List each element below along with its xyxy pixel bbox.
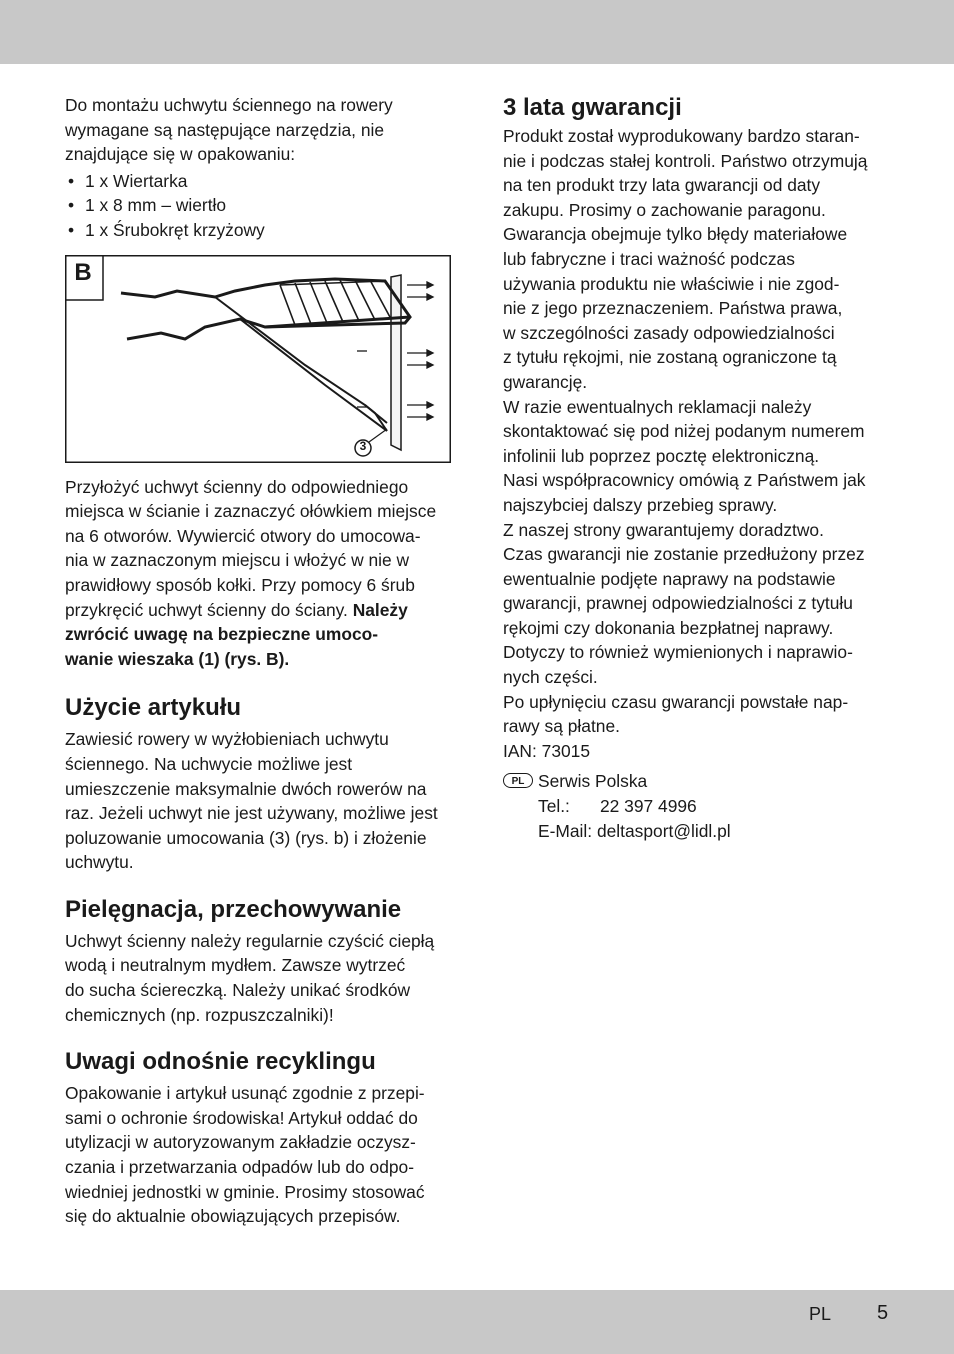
text-line: sami o ochronie środowiska! Artykuł oddać do [65,1107,418,1128]
list-item: • 1 x 8 mm – wiertło [65,193,451,218]
text-line: chemicznych (np. rozpuszczalniki)! [65,1004,334,1025]
warning-text: zwrócić uwagę na bezpieczne umoco- [65,624,379,645]
tools-intro [65,93,451,167]
service-email [538,819,891,844]
tools-list [65,169,451,243]
section-title-warranty: 3 lata gwarancji [503,94,682,121]
text-line: się do aktualnie obowiązujących przepisów. [65,1206,401,1227]
text-line: nia w zaznaczonym miejscu i włożyć w nie w [65,550,410,571]
text-line: poluzowanie umocowania (3) (rys. b) i złożenie [65,827,427,848]
text-line: Po upłynięciu czasu gwarancji powstałe nap- [503,691,849,712]
text-line: Do montażu uchwytu ściennego na rowery [65,95,393,115]
text-line: Opakowanie i artykuł usunąć zgodnie z przepi- [65,1083,425,1104]
warranty-text [503,124,891,739]
section-title-usage: Użycie artykułu [65,694,242,722]
text-line: gwarancję. [503,371,588,392]
left-column [65,93,451,1229]
text-line: miejsca w ścianie i zaznaczyć ołówkiem miejsce [65,501,437,522]
text-line: nych części. [503,667,598,688]
bullet-icon: • [68,170,75,191]
warning-text: Należy [352,599,408,620]
text-line: Nasi współpracownicy omówią z Państwem jak [503,470,866,491]
text-line: Zawiesić rowery w wyżłobieniach uchwytu [65,729,389,750]
text-line: prawidłowy sposób kołki. Przy pomocy 6 śrub [65,574,415,595]
text-line: używania produktu nie właściwie i nie zgod- [503,273,840,294]
text-line: znajdujące się w opakowaniu: [65,144,296,165]
text-line: W razie ewentualnych reklamacji należy [503,396,812,417]
figure-label: B [74,258,92,286]
text-line: skontaktować się pod niżej podanym numerem [503,421,865,442]
bullet-icon: • [68,195,75,216]
text-line: do sucha ściereczką. Należy unikać środków [65,980,411,1001]
text-line: najszybciej dalszy przebieg sprawy. [503,494,778,515]
recycling-text [65,1081,451,1229]
text-line [65,598,451,623]
section-title-recycling: Uwagi odnośnie recyklingu [65,1048,376,1076]
text-line: infolinii lub poprzez pocztę elektroniczną. [503,445,820,466]
service-contact [503,769,891,843]
service-phone [538,794,891,819]
text-line: zakupu. Prosimy o zachowanie paragonu. [503,199,826,220]
text-line: na ten produkt trzy lata gwarancji od daty [503,175,821,196]
service-name: Serwis Polska [538,771,648,792]
section-title-care: Pielęgnacja, przechowywanie [65,895,402,923]
country-badge: PL [503,773,533,788]
footer-language: PL [809,1304,832,1324]
right-column [503,93,891,843]
text-line: na 6 otworów. Wywiercić otwory do umocowa- [65,525,421,546]
phone-number: 22 397 4996 [600,796,697,817]
text-line: Gwarancja obejmuje tylko błędy materiałowe [503,224,848,245]
list-item: • 1 x Wiertarka [65,169,451,194]
usage-text [65,727,451,875]
text-line: w szczególności zasady odpowiedzialności [503,322,835,343]
text-line: wiedniej jednostki w gminie. Prosimy stosować [65,1181,425,1202]
text-line: gwarancji, prawnej odpowiedzialności z tytułu [503,593,853,614]
text-line: uchwytu. [65,852,134,873]
list-item: • 1 x Śrubokręt krzyżowy [65,218,451,243]
page-number: 5 [877,1302,889,1324]
mounting-instructions [65,475,451,672]
text-line: czania i przetwarzania odpadów lub do odpo- [65,1157,415,1178]
text-line: rękojmi czy dokonania bezpłatnej naprawy. [503,617,834,638]
care-text [65,929,451,1027]
text-line: ewentualnie podjęte naprawy na podstawie [503,568,836,589]
text-line: Dotyczy to również wymienionych i naprawio- [503,642,853,663]
text-line: Czas gwarancji nie zostanie przedłużony przez [503,544,865,565]
text-segment: przykręcić uchwyt ścienny do ściany. [65,599,353,620]
ian-number: IAN: 73015 [503,740,591,761]
email-label: E-Mail: [538,820,593,841]
text-line: wymagane są następujące narzędzia, nie [65,119,385,140]
text-line: rawy są płatne. [503,716,620,737]
text-line: z tytułu rękojmi, nie zostaną ograniczone tą [503,347,837,368]
text-line: wodą i neutralnym mydłem. Zawsze wytrzeć [65,955,406,976]
text-line: utylizacji w autoryzowanym zakładzie oczysz- [65,1132,416,1153]
text-line: nie i podczas stałej kontroli. Państwo otrzymują [503,150,868,171]
email-address: deltasport@lidl.pl [596,820,731,841]
callout-number: 3 [359,438,367,453]
warning-text: wanie wieszaka (1) (rys. B). [65,648,290,669]
text-line: Produkt został wyprodukowany bardzo staran- [503,126,860,146]
text-line: raz. Jeżeli uchwyt nie jest używany, możliwe jest [65,803,438,824]
text-line: Przyłożyć uchwyt ścienny do odpowiedniego [65,476,409,497]
text-line: Uchwyt ścienny należy regularnie czyścić ciepłą [65,930,435,951]
bullet-icon: • [68,219,75,240]
text-line: lub fabryczne i traci ważność podczas [503,248,795,269]
text-line: nie z jego przeznaczeniem. Państwa prawa, [503,298,843,319]
text-line: Z naszej strony gwarantujemy doradztwo. [503,519,824,540]
phone-label: Tel.: [538,796,570,817]
text-line: umieszczenie maksymalnie dwóch rowerów na [65,778,427,799]
text-line: ściennego. Na uchwycie możliwe jest [65,753,353,774]
bike-wall-mount-illustration [65,255,451,463]
header-band [0,0,954,64]
figure-b [65,255,451,463]
